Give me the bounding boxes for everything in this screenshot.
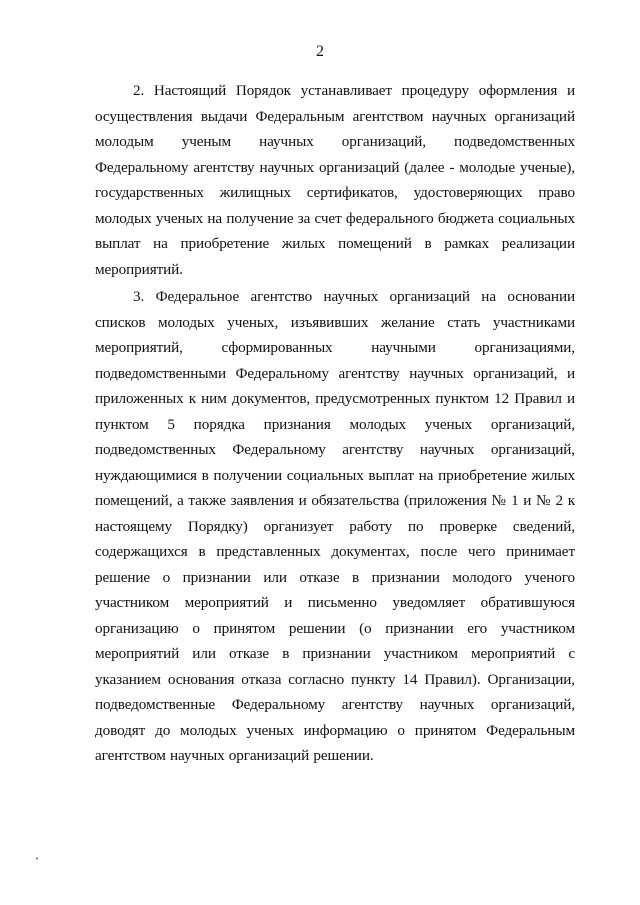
scan-artifact: [36, 857, 38, 860]
paragraph-2: 2. Настоящий Порядок устанавливает процедуру оформления и осуществления выдачи Федеральным агентством научных организаций молодым ученым научных организаций, подведомственных Федеральному агентству научных организаций (далее - молодые ученые), государственных жилищных сертификатов, удостоверяющих право молодых ученых на получение за счет федерального бюджета социальных выплат на приобретение жилых помещений в рамках реализации мероприятий.: [95, 82, 575, 278]
page-number: 2: [316, 43, 324, 60]
paragraph-3: 3. Федеральное агентство научных организаций на основании списков молодых ученых, изъявивших желание стать участниками мероприятий, сформированных научными организациями, подведомственными Федеральному агентству научных организаций, и приложенных к ним документов, предусмотренных пунктом 12 Правил и пунктом 5 порядка признания молодых ученых организаций, подведомственных Федеральному агентству научных организаций, нуждающимися в получении социальных выплат на приобретение жилых помещений, а также заявления и обязательства (приложения № 1 и № 2 к настоящему Порядку) организует работу по проверке сведений, содержащихся в представленных документах, после чего принимает решение о признании или отказе в признании молодого ученого участником мероприятий и письменно уведомляет обратившуюся организацию о принятом решении (о признании его участником мероприятий или отказе в признании участником мероприятий с указанием основания отказа согласно пункту 14 Правил). Организации, подведомственные Федеральному агентству научных организаций, доводят до молодых ученых информацию о принятом Федеральным агентством научных организаций решении.: [95, 288, 575, 764]
document-body: [95, 78, 575, 769]
